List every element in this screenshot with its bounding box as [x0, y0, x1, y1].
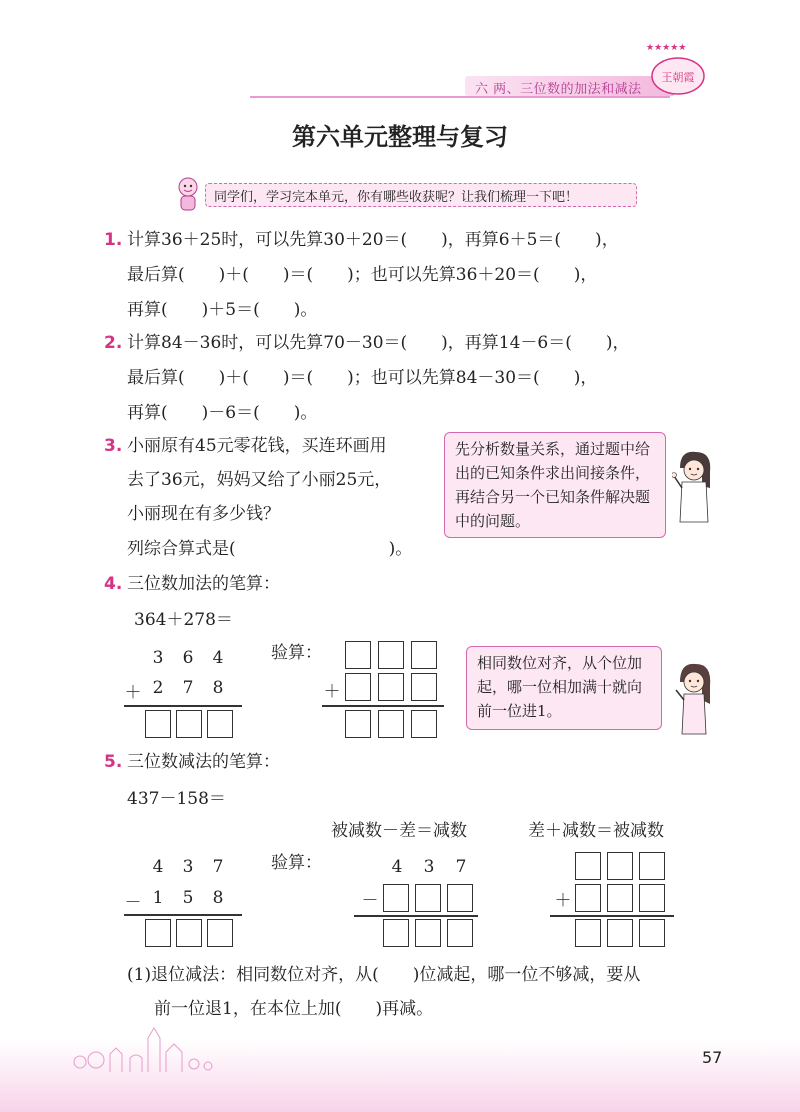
mascot-icon [174, 176, 202, 212]
q2-number: 2. [104, 333, 123, 353]
q4-top-digit: 6 [182, 648, 194, 668]
q5-top-digit: 7 [212, 857, 224, 877]
q1-line-1: 计算36＋25时，可以先算30＋20＝( )，再算6＋5＝( )， [127, 230, 619, 250]
girl-student-icon [672, 660, 716, 736]
q4-check-box[interactable] [411, 710, 437, 738]
q3-tip-bubble: 先分析数量关系，通过题中给出的已知条件求出间接条件，再结合另一个已知条件解决题中的问题。 [444, 432, 666, 538]
q5-heading: 三位数减法的笔算： [127, 752, 280, 772]
q5-check2-box[interactable] [639, 919, 665, 947]
q4-check-box[interactable] [345, 641, 371, 669]
q5-top-digit: 3 [182, 857, 194, 877]
q2-line-2: 最后算( )＋( )＝( )；也可以先算84－30＝( )， [127, 368, 598, 388]
q3-line-3: 小丽现在有多少钱？ [127, 504, 280, 524]
q4-number: 4. [104, 574, 123, 594]
q4-check-box[interactable] [378, 641, 404, 669]
q5-check1-box[interactable] [415, 884, 441, 912]
q5-bottom-digit: 1 [152, 888, 164, 908]
q5-diff-rule [124, 914, 242, 916]
q4-answer-box[interactable] [207, 710, 233, 738]
q5-answer-box[interactable] [207, 919, 233, 947]
q5-check1-top-digit: 3 [423, 857, 435, 877]
q5-formula-1: 被减数－差＝减数 [331, 821, 467, 841]
q5-bottom-digit: 8 [212, 888, 224, 908]
q5-check2-box[interactable] [639, 852, 665, 880]
q5-check1-box[interactable] [383, 919, 409, 947]
q2-line-3: 再算( )－6＝( )。 [127, 403, 318, 423]
q5-check2-box[interactable] [607, 919, 633, 947]
q5-check1-box[interactable] [447, 919, 473, 947]
page-title: 第六单元整理与复习 [292, 123, 508, 151]
q5-check2-box[interactable] [575, 852, 601, 880]
q5-number: 5. [104, 752, 123, 772]
q4-top-digit: 4 [212, 648, 224, 668]
q4-tip-bubble: 相同数位对齐，从个位加起，哪一位相加满十就向前一位进1。 [466, 646, 662, 730]
q4-check-label: 验算： [271, 643, 322, 663]
q5-check1-rule [354, 915, 478, 917]
q5-check2-rule [550, 915, 674, 917]
q4-answer-box[interactable] [176, 710, 202, 738]
q4-check-box[interactable] [411, 673, 437, 701]
q4-expression: 364＋278＝ [134, 610, 233, 630]
page-number: 57 [702, 1048, 723, 1067]
q4-bottom-digit: 2 [152, 678, 164, 698]
q5-check2-box[interactable] [639, 884, 665, 912]
q5-check-label: 验算： [271, 853, 322, 873]
q5-check2-box[interactable] [607, 884, 633, 912]
q4-top-digit: 3 [152, 648, 164, 668]
badge-text: 王朝霞 [661, 71, 695, 84]
q2-line-1: 计算84－36时，可以先算70－30＝( )，再算14－6＝( )， [127, 333, 630, 353]
q3-line-2: 去了36元，妈妈又给了小丽25元， [127, 470, 392, 490]
q3-line-4: 列综合算式是( )。 [127, 539, 413, 559]
q5-top-digit: 4 [152, 857, 164, 877]
q4-answer-box[interactable] [145, 710, 171, 738]
q4-heading: 三位数加法的笔算： [127, 574, 280, 594]
q4-bottom-digit: 8 [212, 678, 224, 698]
q5-formula-2: 差＋减数＝被减数 [528, 821, 664, 841]
unit-label: 六 两、三位数的加法和减法 [475, 82, 642, 97]
q1-line-3: 再算( )＋5＝( )。 [127, 300, 318, 320]
q4-check-box[interactable] [378, 673, 404, 701]
girl-teacher-icon [672, 448, 716, 524]
q4-sum-rule [124, 705, 242, 707]
q4-check-rule [322, 705, 444, 707]
q3-line-1: 小丽原有45元零花钱，买连环画用 [127, 436, 387, 456]
q5-check2-box[interactable] [575, 884, 601, 912]
q5-check1-top-digit: 7 [455, 857, 467, 877]
q5-check1-top-digit: 4 [391, 857, 403, 877]
q4-check-box[interactable] [345, 710, 371, 738]
brand-badge-logo [640, 40, 716, 98]
q4-check-box[interactable] [378, 710, 404, 738]
intro-text: 同学们，学习完本单元，你有哪些收获呢？让我们梳理一下吧！ [214, 190, 579, 205]
svg-text:★★★★★: ★★★★★ [646, 43, 687, 53]
q5-expression: 437－158＝ [127, 789, 226, 809]
q5-check2-box[interactable] [575, 919, 601, 947]
q5-sub1-line-2: 前一位退1，在本位上加( )再减。 [154, 999, 434, 1019]
castle-decoration-icon [70, 1024, 220, 1074]
q5-check1-box[interactable] [447, 884, 473, 912]
q4-bottom-digit: 7 [182, 678, 194, 698]
q4-check-box[interactable] [345, 673, 371, 701]
q4-check-operator: ＋ [323, 682, 341, 702]
q5-check2-operator: ＋ [554, 891, 572, 911]
q1-line-2: 最后算( )＋( )＝( )；也可以先算36＋20＝( )， [127, 265, 598, 285]
q5-bottom-digit: 5 [182, 888, 194, 908]
q5-check1-operator: － [361, 891, 379, 911]
q5-sub1-line-1: (1)退位减法：相同数位对齐，从( )位减起，哪一位不够减，要从 [127, 965, 641, 985]
q5-check1-box[interactable] [415, 919, 441, 947]
q5-answer-box[interactable] [176, 919, 202, 947]
q4-operator: ＋ [124, 683, 142, 703]
q5-operator: － [124, 893, 142, 913]
q5-answer-box[interactable] [145, 919, 171, 947]
q5-check2-box[interactable] [607, 852, 633, 880]
q5-check1-box[interactable] [383, 884, 409, 912]
q3-number: 3. [104, 436, 123, 456]
q4-check-box[interactable] [411, 641, 437, 669]
q1-number: 1. [104, 230, 123, 250]
